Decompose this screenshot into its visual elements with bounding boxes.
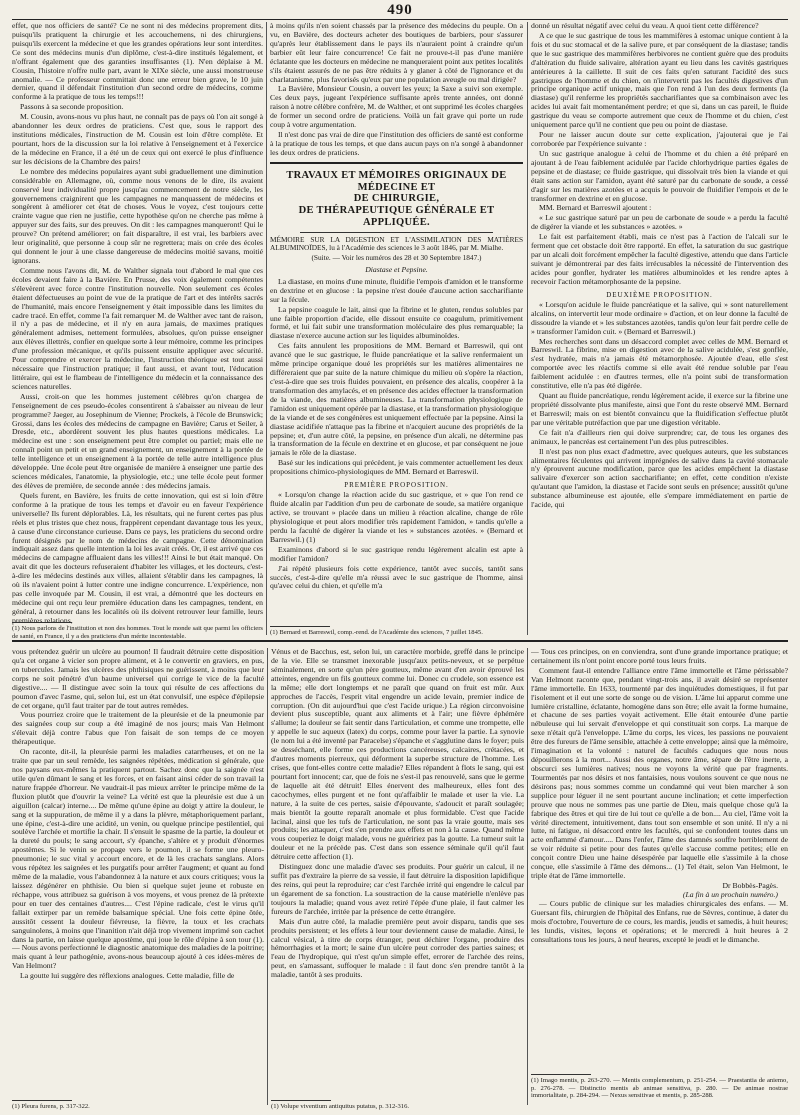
footnote: (1) Bernard et Barreswil, comp.-rend. de l'Académie des sciences, 7 juillet 1845. [270,626,523,637]
paragraph: « Lorsqu'on change la réaction acide du suc gastrique, et » que l'on rend ce fluide alcalin par l'addition d'un peu de carbonate de soude, sa matière organique active, se trouvant » placée dans un milieu à réaction alcaline, change de rôle physiologique et peut alors modifier très rapidement l'amidon, » tandis qu'elle a perdu la faculté de digérer la viande et les » substances azotées. » (Bernard et Barreswil.) (1) [270,490,523,544]
paragraph: Mais d'un autre côté, la maladie première peut avoir disparu, tandis que ses produits persistent; et les effets à leur tour deviennent cause de maladie. Ainsi, le calcul vésical, à titre de corps étranger, peut déchirer l'organe, produire des hémorrhagies et la mort; le saine d'un ulcère peut corroder des parties saines; et l'eau de l'hydropique, qui n'est qu'un simple effet, errorer de l'archée des reins, peut, en s'amassant, suffoquer le malade : il faut donc s'en prendre tantôt à la maladie, tantôt à ses produits. [271,916,524,980]
paragraph: Quels furent, en Bavière, les fruits de cette innovation, qui est si loin d'être conforme à la pratique de tous les temps et d'avoir eu en faveur l'expérience universelle? Ils furent déplorables. Là, les résultats, qui ne furent certes pas plus réels et plus tristes que chez nous, frappèrent cependant davantage tous les yeux, à cause d'une circonstance curieuse. Dans ce pays, les praticiens du second ordre furent désignés par le nom de médecins de campagne. Cette dénomination indiquait assez dans quelle intention la loi les avait créés. Or, il est arrivé que ces médecins de campagne affluaient dans les villes!!! Ainsi le but était manqué. On avait dit que les docteurs refuseraient d'habiter les villages, et les docteurs, c'est-à-dire les médecins destinés aux villes, allaient s'établir dans les campagnes, là où ils n'avaient point à lutter contre une indigne concurrence. L'expérience, non pas celle invoquée par M. Cousin, il est vrai, a démontré que les docteurs en médecine qui ont reçu leur première éducation dans les campagnes, tendent, en général, à retourner dans les localités où ils doivent retrouver leur famille, leurs premières relations, [12,490,263,625]
column-1 [12,22,263,635]
footnote: (1) Pleura furens, p. 317-322. [12,1100,264,1111]
paragraph: La pepsine coagule le lait, ainsi que la fibrine et le gluten, rendus solubles par une faible proportion d'acide, elle dissout ensuite ce coagulum, primitivement formé, et lui fait subir une transformation moléculaire des plus remarquable; la diastase n'exerce aucune action sur les liquides albuminoïdes. [270,304,523,341]
announcement: — Cours public de clinique sur les maladies chirurgicales des enfans. — M. Guersant fils, chirurgien de l'hôpital des Enfans, rue de Sèvres, continue, à dater du mois d'octobre, l'ouverture de ce cours, les mardis, jeudis et samedis, à huit heures; les lundis, visites, leçons et opérations; et le mercredi à huit heures à 2 consultations tous les jours, à neuf heures, excepté le jeudi et le dimanche. [531,898,788,944]
divider [300,232,493,233]
column-6 [531,648,788,1072]
continuation-note: (Suite. — Voir les numéros des 28 et 30 Septembre 1847.) [311,253,482,263]
paragraph: A ce que le suc gastrique de tous les mammifères à estomac unique contient à la fois et du suc stomacal et de la salive pure, et par conséquent de la diastase; tandis que le suc gastrique des mammifères herbivores ne contient guère que des produits d'altération du fluide salivaire, altération ayant eu lieu dans les cavités gastriques antérieures à la caillette. Il suit de ces faits qu'en saturant l'acidité des sucs gastriques de l'homme et du chien, on n'intervertit pas les facultés digestives d'un principe organique actif unique, mais que l'on rend à l'un des deux ferments (la diastase) qu'il renferme les propriétés saccharifiantes que sa combinaison avec les acides lui avait fait momentanément perdre; et que si, dans un cas pareil, le fluide gastrique du veau se comporte autrement que ceux de l'homme et du chien, c'est uniquement parce qu'il ne contient que peu ou point de diastase. [531,30,788,130]
paragraph: La Bavière, Monsieur Cousin, a ouvert les yeux; la Saxe a suivi son exemple. Ces deux pays, jugeant l'expérience suffisante après trente années, ont donné raison à notre célèbre confrère, M. de Walther, et ont supprimé les écoles chargées de former un second ordre de praticiens. Voilà un fait grave qui porte un rude coup à votre argumentation. [270,84,523,130]
continuation-note: (La fin à un prochain numéro.) [682,889,778,899]
heading-line: DE THÉRAPEUTIQUE GÉNÉRALE ET APPLIQUÉE. [298,205,495,228]
paragraph: M. Cousin, avons-nous vu plus haut, ne connaît pas de pays où l'on ait songé à abandonner les deux ordres de praticiens. C'est que, sous le rapport des institutions médicales, l'instruction de M. Cousin est loin d'être complète. Et pourtant, hors de la discussion sur la loi relative à l'enseignement et à l'exercice de la médecine en France, il a été un de ceux qui ont exercé le plus d'influence sur les décisions de la Chambre des pairs! [12,112,263,166]
paragraph: Passons à sa seconde proposition. [20,102,124,112]
paragraph: Un suc gastrique analogue à celui de l'homme et du chien a été préparé en ajoutant à de l'eau faiblement acidulée par l'acide chlorhydrique parties égales de pepsine et de diastase; ce fluide gastrique, qui dissolvait très bien la viande et qui était sans action sur l'amidon, ayant été saturé par du carbonate de soude, a cessé d'agir sur les matières azotées et a acquis le pouvoir de fluidifier l'empois et de le transformer en dextrine et en glucose. [531,148,788,203]
paragraph: « Le suc gastrique saturé par un peu de carbonate de soude » a perdu la faculté de digérer la viande et les substances » azotées. » [531,213,788,232]
author-signature: Dr Bobbès-Pagès. [722,880,778,890]
paragraph: Basé sur les indications qui précèdent, je vais commenter actuellement les deux propositions chimico-physiologiques de MM. Bernard et Barreswil. [270,458,523,477]
paragraph: Vous pourriez croire que le traitement de la pleurésie et de la pneumonie par des saignées coup sur coup a été imaginé de nos jours; mais Van Helmont s'élevait déjà contre l'abus que l'on faisait de son temps de ce moyen thérapeutique. [12,710,264,747]
paragraph: J'ai répété plusieurs fois cette expérience, tantôt avec succès, tantôt sans succès, c'est-à-dire qu'elle m'a réussi avec le suc gastrique de l'homme, ainsi qu'avec celui du chien, et qu'elle m'a [270,563,523,591]
paragraph: Vénus et de Bacchus, est, selon lui, un caractère morbide, greffé dans le principe de la vie. Elle se transmet inexorable jusqu'aux petits-neveux, et se perpétue séminalement, en sorte qu'un père goutteux, même avant d'en avoir éprouvé les atteintes, engendre un fils goutteux comme lui. Donec cu crudele, son essence est la même; elle dort longtemps et ne paraît que quand on fruit est mûr. Aux approches de l'accès, l'esprit vital engendre un acide levain, premier indice de corruption. (On dit aujourd'hui que c'est l'acide urique.) La région circonvoisine devient plus susceptible, quant aux aliments et à l'air; une fièvre éphémère s'allume; la douleur se fait sentir dans l'articulation, et comme une trompette, elle y appelle le suc aqueux (latex) du corps, comme pour laver la partie. La synovie (le nom lui a été inventé par Paracelse) s'épanche et s'agglutine dans le foyer; puis se desséchant, elle forme ces productions cancéreuses, calcaires, crétacées, et d'autres moments pierreux, qui déforment la superbe structure de l'homme. Les crises, que font-elles contre cette maladie? Elles répandent à flots le sang, qui est pourtant fort innocent; car, que de fois ne s'est-il pas renouvelé, sans que le germe de laquelle ait été détruit! Elles énervent des malheureux, elles font des cacochymes, elles purgent et ne font qu'affaiblir le malade et user la vie. La nature, à la suite de ces pertes, saisie d'épouvante, s'adoucit et paraît soulagée; mais bientôt la goutte reparaît anomale et plus formidable. C'est que l'acide lacinal, ainsi que les tufs de l'articulation, ne sont pas la vraie goutte, mais ses produits; les attaquer, c'est s'en prendre aux effets et non à la cause. Quand même vous couperiez le doigt malade, vous ne guéririez pas la goutte. La tumeur suit la douleur et ne la précède pas. C'est dans son essence séminale qu'il qu'il faut détruire cette affection (1). [271,648,524,862]
paragraph: Pour ne laisser aucun doute sur cette explication, j'ajouterai que je l'ai corroborée par l'expérience suivante : [531,130,788,148]
paragraph: « Lorsqu'on acidule le fluide pancréatique et la salive, qui » sont naturellement alcalins, on intervertit leur mode ordinaire » d'action, et on leur donne la faculté de dissoudre la viande et » les substances azotées, tandis qu'on leur fait perdre celle de » transformer l'amidon cuit. » (Bernard et Barreswil.) [531,299,788,336]
paragraph: Le nombre des médecins populaires ayant subi graduellement une diminution considérable en Allemagne, où, comme nous venons de le dire, ils avaient conservé leur individualité propre jusqu'au commencement de notre siècle, les gouvernemens craignirent que les campagnes ne manquassent de médecins et songèrent à améliorer cet état de choses. Vous le voyez, c'est toujours cette crainte vague que rien ne justifie, cette hypothèse qu'on ne cherche pas même à appuyer sur des faits, sur des preuves. On dit : les campagnes manqueront! Qui le prouve? On prétend améliorer; on fait disparaître, il est vrai, les barbiers avec leur originalité, que personne à coup sûr ne regrettera; mais on crée des écoles qui donnent le jour à une classe dangereuse de médecins moitié savans, moitié ignorans. [12,166,263,265]
subsection-title: Diastase et Pepsine. [365,264,428,274]
column-3 [531,22,788,635]
heading-line: DE CHIRURGIE, [353,193,440,205]
paragraph: On raconte, dit-il, la pleurésie parmi les maladies catarrheuses, et on ne la traite que par un seul remède, les saignées répétées, médication si générale, que nos paysans eux-mêmes la pratiquent partout. Sachez donc que la saignée n'est utile qu'en dûmant le sang et les forces, et en faisant ainsi céder de son travail la nature frappée d'horreur. Ne vaudrait-il pas mieux arrêter le principe même de la fluxion plutôt que d'ouvrir la veine? La vérité est que la pleurésie est due à un aiguillon (calcar) interne.... De même qu'une épine au doigt y attire la douleur, le sang et la suppuration, de même il y a dans la plèvre, métaphoriquement parlant, une épine, c'est-à-dire une acidité, un venin, ou quelque principe pestilentiel, qui soulève l'archée et mortifie la chair. Il s'ensuit le spasme de la partie, la douleur et la dureté du pouls; le sang accourt, s'y épanche, s'altère et y produit d'énormes apostèmes. Si le venin se propage vers le poumon, il se forme une pleuro-pneumonie; le suc vital y accourt encore, et de là les crachats sanglans. Alors vous répétez les saignées et les purgatifs pour arrêter l'augment; et quant au fond même de la maladie, vous l'abandonnez à la nature et aux cours critiques; vous la laissez dégénérer en phthisie. Ou bien si quelque sujet jeune et robuste en réchappe, vous attribuez sa guérison à vos moyens, et vous prenez de là prétexte pour en tuer des centaines d'autres.... C'est l'épine radicale, c'est le virus qu'il fallait extirper par un remède balsamique spécial. Une fois cette épine ôtée, aussitôt cessent la douleur fiévreuse, la fièvre, la toux et les crachats sanguinolens, à moins que l'inanition n'ait déjà trop vivement imprimé son cachet dans la partie, on laisse quelque apostème, qui joue le rôle d'épine à son tour (1). — Nous avons perfectionné le diagnostic anatomique des maladies de la poitrine; mais quant à leur pathogénie, avons-nous beaucoup ajouté à ces idées-mères de Van Helmont? [12,747,264,971]
section-heading [270,170,523,229]
paragraph: Quant au fluide pancréatique, rendu légèrement acide, il exerce sur la fibrine une propriété dissolvante plus manifeste, ainsi que l'ont du reste observé MM. Bernard et Barreswil; mais on est bientôt convaincu que la fluidification s'effectue plutôt par une véritable putréfaction que par une digestion véritable. [531,391,788,427]
footnote: (1) Volupe viventium antiquitus putatus, p. 312-316. [271,1100,524,1111]
paragraph: Mes recherches sont dans un désaccord complet avec celles de MM. Bernard et Barreswil. La fibrine, mise en digestion avec de la salive acidulée, s'est gonflée, s'est hydratée, mais n'a jamais été métamorphosée. Ajoutée d'eau, elle s'est comportée avec les réactifs comme si elle avait été rendue soluble par l'eau faiblement acidulée : en d'autres termes, elle n'a point subi de transformation constitutive, elle n'a pas été digérée. [531,336,788,391]
paragraph: MM. Bernard et Barreswil ajoutent : [539,203,652,213]
paragraph: — Tous ces principes, on en conviendra, sont d'une grande importance pratique; et certainement ils n'ont point encore porté tous leurs fruits. [531,648,788,665]
paragraph: Examinons d'abord si le suc gastrique rendu légèrement alcalin est apte à modifier l'amidon? [270,544,523,563]
paragraph: La goutte lui suggère des réflexions analogues. Cette maladie, fille de [20,971,235,981]
column-divider [527,22,528,635]
section-rule [270,162,523,164]
paragraph: effet, que nos officiers de santé? Ce ne sont ni des médecins proprement dits, puisqu'ils pratiquent la chirurgie et les accouchemens, ni des chirurgiens, puisqu'ils exercent la médecine et que les grandes opérations leur sont interdites. Ce sont des médecins munis d'un diplôme, c'est-à-dire institués légalement, et n'offrant également que des garanties insuffisantes (1). N'en déplaise à M. Cousin, l'histoire n'offre nulle part, avant le XIXe siècle, une aussi monstrueuse anomalie. — Ce professeur committait donc une erreur bien grave, le 10 juin dernier, quand il défendait l'institution d'un second ordre de médecins, comme conforme à la pratique de tous les temps!!! [12,22,263,102]
column-4 [12,648,264,1105]
paragraph: Ce fait n'a d'ailleurs rien qui doive surprendre; car, de tous les organes des animaux, le pancréas est certainement l'un des plus putrescibles. [531,427,788,446]
heading-line: TRAVAUX ET MÉMOIRES ORIGINAUX DE MÉDECINE ET [286,169,507,193]
feuilleton-rule [12,640,788,645]
column-divider [266,22,267,635]
paragraph: Il n'est pas non plus exact d'admettre, avec quelques auteurs, que les substances alimentaires féculentes qui arrivent imprégnées de salive dans la cavité stomacale n'y éprouvent aucune modification, parce que les acides empêchent la diastase salivaire d'exercer son action saccharifiante; en effet, cette condition n'existe qu'autant que l'amidon, la diastase et l'acide sont seuls en présence; aussitôt qu'une substance albumineuse est ajoutée, elle s'empare immédiatement en partie de l'acide, qui [531,446,788,510]
column-divider [527,648,528,1105]
memoir-title: MÉMOIRE SUR LA DIGESTION ET L'ASSIMILATION DES MATIÈRES ALBUMINOÏDES, lu à l'Académie des sciences le 3 août 1846, par M. Mialhe. [270,234,523,253]
paragraph: Comment faut-il entendre l'alliance entre l'âme immortelle et l'âme périssable? Van Helmont raconte que, pendant vingt-trois ans, il avait désiré se représenter l'âme immortelle. En 1633, tourmenté par des inquiétudes domestiques, il fut par l'isolement et il eut une sorte de songe ou de vision. L'âme lui apparut comme une lumière cristalline, éclatante, homogène dans son être; elle avait la forme humaine, et chacune de ses parties voyait activement. Elle était entourée d'une partie nébuleuse qui lui servait d'enveloppe et qui constituait son corps. La marque de sexe n'était qu'à l'enveloppe. L'âme du corps, les vices, les passions ne pouvaient être des fureurs de l'âme sensible, attachée à cette enveloppe; ainsi que la mémoire, l'imagination et la volonté : naturel de facultés caduques que nous nous dépouillerons à la mort... Aussi des organes, notre âme, sépare de l'être inerte, a obscurci ses lumières natives; nous ne voyons la vérité que par fragments. Tourmentés par nos désirs et nos fantaisies, nous voulons souvent ce que nous ne désirons pas; nous sommes comme un condamné qui veut bien marcher à son supplice pour léguer il ne sent pourtant aucune inclination; et cette imperfection prouve que nous ne sommes pas une partie de Dieu, mais quelque chose qu'à la fabrique des êtres et qui tire de lui tout ce qu'elle a de bon.... Au ciel, l'âme voit la vérité directement, intuitivement, dans tout son ensemble et son unité. Il n'y a ni lutte, ni fatigue, ni désaccord entre les facultés, qui se confondent toutes dans un acte enflammé d'amour..... Dans l'enfer, l'âme des damnés souffre horriblement de se voir réduite si petite pour des fautes qu'elle s'accuse comme petites; elle en conçoit contre Dieu une haine désespérée par laquelle elle s'assimile à la chose conçue, elle s'assimile à l'âme des démons... (1) Tel était, selon Van Helmont, le triple état de l'âme immortelle. [531,665,788,881]
column-2 [270,22,523,635]
paragraph: donné un résultat négatif avec celui du veau. A quoi tient cette différence? [531,22,759,30]
paragraph: Distinguez donc une maladie d'avec ses produits. Pour guérir un calcul, il ne suffit pas d'extraire la pierre de sa vessie, il faut détruire la disposition lapidifique des reins, qui peut la reproduire; car c'est l'archée irrité qui engendre le calcul par un égarement de sa fonction. La soustraction de la cause matérielle n'enlève pas toujours la maladie; quand vous avez retiré l'épée d'une plaie, il faut calmer les fureurs de l'archée, irritée par la présence de cette étrangère. [271,862,524,916]
paragraph: Le fait est parfaitement établi, mais ce n'est pas à l'action de l'alcali sur le ferment que cet obstacle doit être rapporté. En effet, la saturation du suc gastrique par un alcali doit forcément empêcher la faculté digestive, attendu que dans l'article suivant je démontrerai par des faits irrécusables la nécessité de l'intervention des acides pour gonfler, hydrater les matières albuminoïdes et les rendre aptes à recevoir l'action métamorphosante de la pepsine. [531,232,788,286]
paragraph: vous prétendez guérir un ulcère au poumon! Il faudrait détruire cette disposition qu'a cet organe à vicier son propre aliment, et à le convertir en graviers, en pus, en tubercules. Jamais les ulcères des phthisiques ne guérissent, à moins que leur corps ne soit pénétré d'un baume universel qui corrige le vice de la faculté digestive.... — Il distingue avec soin la toux qui résulte de ces affections du poumon d'avec l'asme, qui, selon lui, est un état convulsif, une espèce d'épilepsie de cet organe, qu'il faut traiter par de tout autres remèdes. [12,648,264,710]
column-divider [267,648,268,1105]
proposition-heading: DEUXIÈME PROPOSITION. [606,290,713,299]
paragraph: La diastase, en moins d'une minute, fluidifie l'empois d'amidon et le transforme en dextrine et en glucose : la pepsine n'est douée d'aucune action saccharifiante sur la fécule. [270,276,523,304]
paragraph: Ces faits annulent les propositions de MM. Bernard et Barreswil, qui ont avancé que le suc gastrique, le fluide pancréatique et la salive renfermaient un même principe organique doué les propriétés sur les matières alimentaires ne différeraient que par suite de la nature chimique du milieu où s'opère la réaction, c'est-à-dire que ses trois fluides pouvaient, en présence des alcalis, coopérer à la transformation des amylacés, et en présence des acides effectuer la transformation de la viande, des matières albumineuses. La transformation physiologique de l'amidon est uniquement opérée par la diastase, et la transformation physiologique de la viande et de ses congénères est uniquement effectuée par la pepsine. Ainsi la diastase acidifiée n'attaque pas la fibrine et n'acquiert aucune des propriétés de la pepsine; et, d'un autre côté, la pepsine, en présence d'un alcali, ne détermine pas la transformation de la fécule en dextrine et en glucose, et par conséquent ne joue jamais le rôle de la diastase. [270,341,523,458]
paragraph: Comme nous l'avons dit, M. de Walther signala tout d'abord le mal que ces écoles devaient faire à la Bavière. En Prusse, des voix également compétentes s'élevèrent avec force contre l'institution nouvelle. Non seulement ces écoles étaient défectueuses au point de vue de la pratique de l'art et des intérêts sacrés de l'humanité, mais encore l'enseignement y était impossible dans les limites du cadre tracé. En effet, comme l'a fait remarquer M. de Walther avec tant de raison, il n'y a pas de médecine, et il n'y en aura jamais, de maximes pratiques généralement admises, nettement formulées, absolues, qu'on puisse enseigner aux élèves illettrés, confier en quelque sorte à leur mémoire, comme les principes d'une profession mécanique, et qu'ils puissent ensuite appliquer avec sécurité. Pour comprendre et exercer la médecine, l'instruction théorique est tout aussi nécessaire que l'instruction pratique; il faut aussi, et avant tout, l'éducation littéraire, qui est le flambeau de l'intelligence du médecin et la connaissance des sciences naturelles. [12,265,263,391]
page-number: 490 [387,2,413,18]
paragraph: Aussi, croit-on que les hommes justement célèbres qu'on chargea de l'enseignement de ces pseudo-écoles consentirent à s'abaisser au niveau de leur programme? Jaeger, au Josephinum de Vienne; Prockels, à l'école de Brunswick; Grossi, dans les écoles des médecins de campagne en Bavière; Carus et Seiler, à Dresde, etc., abordèrent souvent les plus hautes questions médicales. La médecine est une : son enseignement peut être complet ou partiel; mais elle ne connaît point un petit et un grand enseignement, un enseignement à la portée de telle intelligence et un enseignement à la portée de telle autre intelligence plus développée. Une école peut être organisée de manière à enseigner une partie des sciences médicales, l'anatomie, la physiologie, etc.; une telle école peut former des élèves de première, de seconde année : des médecins jamais. [12,391,263,491]
footnote: (1) Imago mentis, p. 263-270. — Mentis complementum, p. 251-254. — Praestantia de aniemo, p. 276-278. — Distinctio mentis ab animae sensitiva, p. 280. — De animae nostrae immortalitate, p. 284-294. — Nexus sensitivae et mentis, p. 285-288. [531,1074,788,1100]
column-5 [271,648,524,1105]
paragraph: à moins qu'ils n'en soient chassés par la présence des médecins du peuple. On a vu, en Bavière, des docteurs acheter des boutiques de barbiers, pour s'assurer qu'après leur établissement dans le pays ils n'auraient point à craindre qu'un barbier eût leur faire concurrence! Ce fait ne prouve-t-il pas d'une manière éclatante que les docteurs en médecine ne manqueraient point aux petites localités s'ils étaient assurés de ne pas être réduits à y glaner à côté de l'ignorance et du charlatanisme, plus favorisés qu'eux par une population aveugle ou mal dirigée? [270,22,523,84]
paragraph: Il n'est donc pas vrai de dire que l'institution des officiers de santé est conforme à la pratique de tous les temps, et que dans aucun pays on n'a songé à abandonner les deux ordres de praticiens. [270,130,523,157]
proposition-heading: PREMIÈRE PROPOSITION. [344,481,449,490]
top-rule [12,19,788,20]
footnote: (1) Nous parlons de l'institution et non des hommes. Tout le monde sait que parmi les officiers de santé, en France, il y a des praticiens d'un mérite incontestable. [12,622,263,640]
